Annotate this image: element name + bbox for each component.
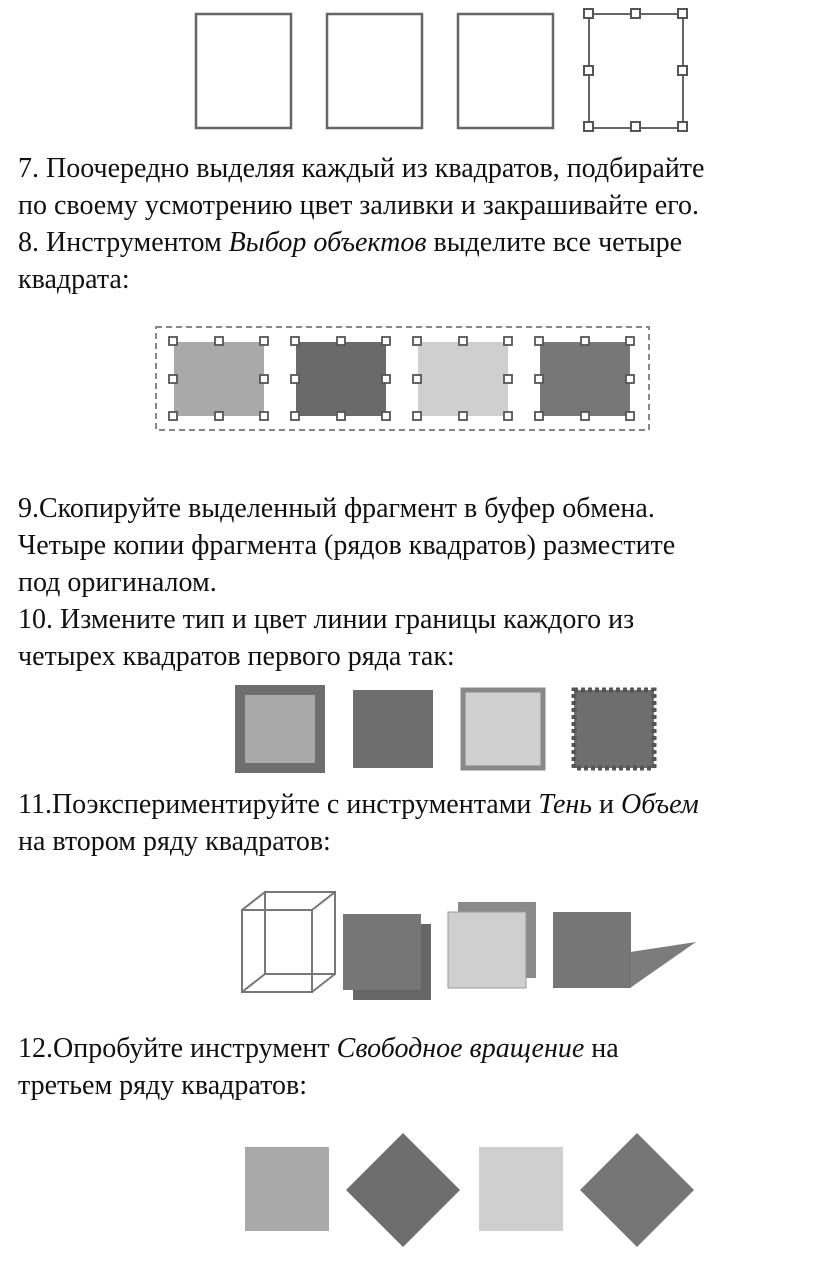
step-9-line-1: 9.Скопируйте выделенный фрагмент в буфер обмена. — [18, 493, 655, 524]
step-12-post: на — [584, 1033, 619, 1064]
step-11-and: и — [592, 789, 622, 820]
empty-square-1 — [196, 14, 291, 128]
selection-handle[interactable] — [535, 375, 543, 383]
selection-handle[interactable] — [169, 412, 177, 420]
step-11-line-1 — [18, 786, 808, 823]
step-11-line-2: на втором ряду квадратов: — [18, 826, 331, 857]
square-rotated-mid — [580, 1133, 694, 1247]
selection-handle[interactable] — [626, 375, 634, 383]
filled-square-mid[interactable] — [540, 342, 630, 416]
step-10-line-2: четырех квадратов первого ряда так: — [18, 641, 455, 672]
selection-handle[interactable] — [535, 337, 543, 345]
selection-handle[interactable] — [291, 375, 299, 383]
square-no-border — [353, 690, 433, 768]
selection-handle[interactable] — [584, 66, 593, 75]
step-8-line-2: квадрата: — [18, 264, 130, 295]
selection-handle[interactable] — [260, 375, 268, 383]
selection-handle[interactable] — [626, 412, 634, 420]
step-11-text — [18, 786, 808, 860]
selection-handle[interactable] — [584, 122, 593, 131]
step-8-post: выделите все четыре — [426, 227, 683, 258]
selection-handle[interactable] — [382, 375, 390, 383]
filled-square-dark[interactable] — [296, 342, 386, 416]
filled-square-very-light[interactable] — [418, 342, 508, 416]
figure-empty-squares — [0, 0, 816, 140]
step-8-line-1 — [18, 224, 808, 261]
step-12-text — [18, 1030, 808, 1104]
selection-handle[interactable] — [260, 412, 268, 420]
figure-border-styles — [0, 680, 816, 780]
figure-shadow-volume — [0, 880, 816, 1005]
step-12-line-2: третьем ряду квадратов: — [18, 1070, 307, 1101]
selection-handle[interactable] — [169, 375, 177, 383]
square-light-border — [463, 690, 543, 768]
selection-handle[interactable] — [678, 66, 687, 75]
selection-handle[interactable] — [459, 337, 467, 345]
step-12-pre: 12.Опробуйте инструмент — [18, 1033, 337, 1064]
step-7-text — [18, 150, 808, 298]
selection-handle[interactable] — [678, 122, 687, 131]
selection-handle[interactable] — [291, 337, 299, 345]
step-9-line-2: Четыре копии фрагмента (рядов квадратов) разместите — [18, 530, 676, 561]
step-9-line-3: под оригиналом. — [18, 567, 217, 598]
square-perspective-shadow — [553, 912, 631, 988]
selected-square[interactable] — [584, 9, 687, 131]
tool-name-select-objects: Выбор объектов — [228, 227, 427, 258]
selection-handle[interactable] — [413, 375, 421, 383]
filled-square-light[interactable] — [174, 342, 264, 416]
selection-handle[interactable] — [260, 337, 268, 345]
selection-handle[interactable] — [215, 337, 223, 345]
selection-handle[interactable] — [337, 337, 345, 345]
step-11-pre: 11.Поэкспериментируйте с инструментами — [18, 789, 539, 820]
selection-handle[interactable] — [382, 337, 390, 345]
step-7-line-1: 7. Поочередно выделяя каждый из квадратов, подбирайте — [18, 153, 705, 184]
selection-handle[interactable] — [631, 122, 640, 131]
selection-handle[interactable] — [215, 412, 223, 420]
selection-handle[interactable] — [535, 412, 543, 420]
square-not-rotated — [245, 1147, 329, 1231]
selection-handle[interactable] — [169, 337, 177, 345]
selection-handle[interactable] — [337, 412, 345, 420]
tool-name-volume: Объем — [621, 789, 699, 820]
empty-square-2 — [327, 14, 422, 128]
step-7-line-2: по своему усмотрению цвет заливки и закрашивайте его. — [18, 190, 699, 221]
selection-handle[interactable] — [504, 412, 512, 420]
selection-handle[interactable] — [459, 412, 467, 420]
selection-handle[interactable] — [584, 9, 593, 18]
figure-rotation — [0, 1125, 816, 1265]
empty-square-3 — [458, 14, 553, 128]
figure-selected-group — [0, 320, 816, 440]
selection-handle[interactable] — [581, 412, 589, 420]
selection-handle[interactable] — [382, 412, 390, 420]
step-9-text — [18, 490, 808, 675]
selection-handle[interactable] — [678, 9, 687, 18]
step-8-pre: 8. Инструментом — [18, 227, 229, 258]
tool-name-shadow: Тень — [538, 789, 593, 820]
selection-handle[interactable] — [504, 337, 512, 345]
selection-handle[interactable] — [291, 412, 299, 420]
wireframe-cube — [242, 892, 335, 992]
selection-handle[interactable] — [581, 337, 589, 345]
selection-handle[interactable] — [413, 337, 421, 345]
selection-handle[interactable] — [504, 375, 512, 383]
square-dashed-border — [574, 690, 654, 768]
square-rotated-dark — [346, 1133, 460, 1247]
step-10-line-1: 10. Измените тип и цвет линии границы каждого из — [18, 604, 635, 635]
selection-handle[interactable] — [413, 412, 421, 420]
square-thick-border — [240, 690, 320, 768]
selection-handle[interactable] — [626, 337, 634, 345]
perspective-shadow — [630, 942, 696, 988]
selection-handle[interactable] — [631, 9, 640, 18]
square-light-with-shadow — [448, 912, 526, 988]
square-dark-with-shadow — [343, 914, 421, 990]
tool-name-free-rotation: Свободное вращение — [336, 1033, 585, 1064]
step-12-line-1 — [18, 1030, 808, 1067]
square-not-rotated-light — [479, 1147, 563, 1231]
